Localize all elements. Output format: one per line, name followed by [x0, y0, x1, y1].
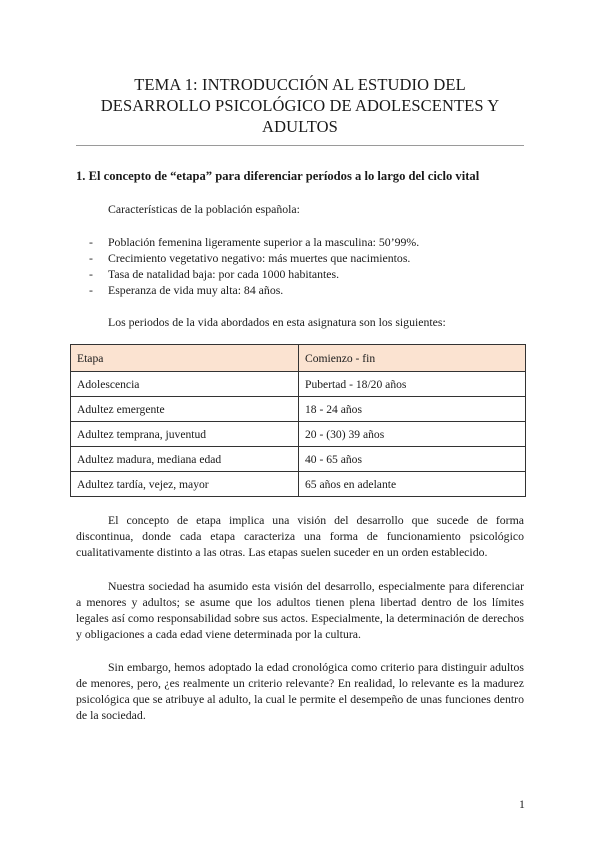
- range-cell: 18 - 24 años: [299, 397, 526, 422]
- page-title: [76, 74, 524, 137]
- table-intro-text: Los periodos de la vida abordados en esta asignatura son los siguientes:: [108, 315, 446, 329]
- bullet-dash: -: [89, 267, 93, 281]
- table-row: [71, 422, 526, 447]
- list-item-text: Población femenina ligeramente superior a la masculina: 50’99%.: [108, 235, 420, 249]
- stage-cell: Adultez tardía, vejez, mayor: [71, 472, 299, 497]
- bullet-dash: -: [89, 235, 93, 249]
- range-cell: 20 - (30) 39 años: [299, 422, 526, 447]
- section-heading: 1. El concepto de “etapa” para diferenciar períodos a lo largo del ciclo vital: [76, 169, 480, 183]
- table-row: [71, 397, 526, 422]
- title-line: DESARROLLO PSICOLÓGICO DE ADOLESCENTES Y: [100, 96, 500, 115]
- range-cell: 65 años en adelante: [299, 472, 526, 497]
- bullet-dash: -: [89, 283, 93, 297]
- table-header-row: [71, 345, 526, 372]
- stage-cell: Adultez temprana, juventud: [71, 422, 299, 447]
- page-number: 1: [519, 797, 525, 811]
- stage-cell: Adolescencia: [71, 372, 299, 397]
- stage-cell: Adultez madura, mediana edad: [71, 447, 299, 472]
- bullet-list: [76, 234, 419, 298]
- title-line: TEMA 1: INTRODUCCIÓN AL ESTUDIO DEL: [134, 75, 466, 94]
- list-item: [76, 266, 419, 282]
- list-item: [76, 234, 419, 250]
- list-item-text: Crecimiento vegetativo negativo: más muertes que nacimientos.: [108, 251, 411, 265]
- life-stages-table: [70, 344, 526, 497]
- title-divider: [76, 145, 524, 146]
- table-row: [71, 372, 526, 397]
- table-row: [71, 447, 526, 472]
- body-paragraph: Sin embargo, hemos adoptado la edad cronológica como criterio para distinguir adultos de menores, pero, ¿es realmente un criterio relevante? En realidad, lo relevante es la madurez psicológica que se atribuye al adulto, la cual le permite el desempeño de unas funciones dentro de la sociedad.: [76, 660, 524, 722]
- range-cell: 40 - 65 años: [299, 447, 526, 472]
- body-paragraph: El concepto de etapa implica una visión del desarrollo que sucede de forma discontinua, donde cada etapa caracteriza una forma de funcionamiento psicológico cualitativamente distinto a las otras. Las etapas suelen suceder en un orden establecido.: [76, 513, 524, 559]
- table-row: [71, 472, 526, 497]
- list-item-text: Esperanza de vida muy alta: 84 años.: [108, 283, 284, 297]
- stage-cell: Adultez emergente: [71, 397, 299, 422]
- body-paragraph: Nuestra sociedad ha asumido esta visión del desarrollo, especialmente para diferenciar a menores y adultos; se asume que los adultos tienen plena libertad dentro de los límites legales así como responsabilidad sobre sus actos. Especialmente, la determinación de derechos y obligaciones a cada edad viene determinada por la cultura.: [76, 579, 524, 641]
- range-cell: Pubertad - 18/20 años: [299, 372, 526, 397]
- column-header-stage: Etapa: [71, 345, 299, 372]
- column-header-range: Comienzo - fin: [299, 345, 526, 372]
- list-item: [76, 250, 419, 266]
- intro-text: Características de la población española:: [108, 202, 300, 216]
- list-item: [76, 282, 419, 298]
- bullet-dash: -: [89, 251, 93, 265]
- title-line: ADULTOS: [262, 117, 338, 136]
- list-item-text: Tasa de natalidad baja: por cada 1000 habitantes.: [108, 267, 340, 281]
